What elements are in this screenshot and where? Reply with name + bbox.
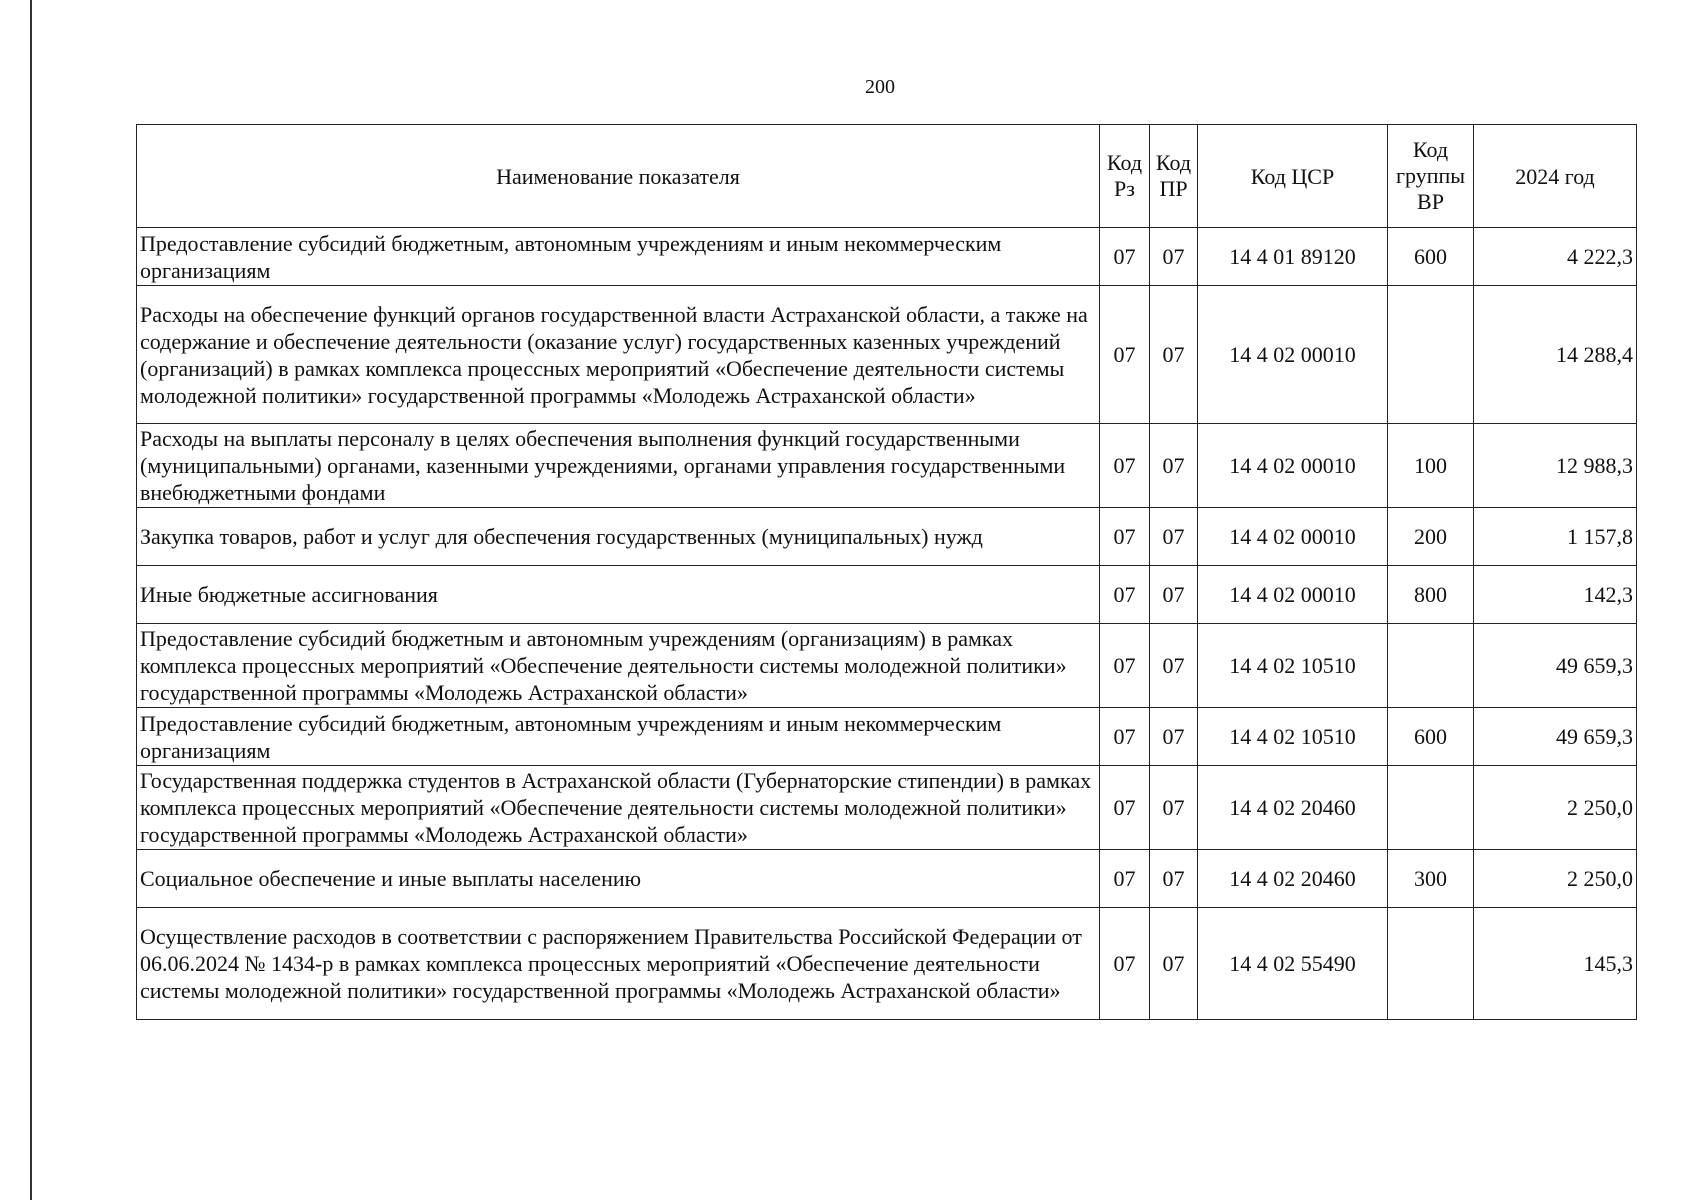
row-vr: 200: [1388, 508, 1474, 566]
row-rz: 07: [1100, 908, 1150, 1020]
row-rz: 07: [1100, 424, 1150, 508]
row-name: Государственная поддержка студентов в Астраханской области (Губернаторские стипендии) в рамках комплекса процессных мероприятий «Обеспечение деятельности системы молодежной политики» государственной программы «Молодежь Астраханской области»: [137, 766, 1100, 850]
row-amount: 142,3: [1474, 566, 1637, 624]
row-csr: 14 4 02 00010: [1198, 566, 1388, 624]
header-rz: Код Рз: [1100, 125, 1150, 228]
row-amount: 14 288,4: [1474, 286, 1637, 424]
row-vr: 600: [1388, 708, 1474, 766]
row-rz: 07: [1100, 228, 1150, 286]
row-amount: 49 659,3: [1474, 624, 1637, 708]
row-rz: 07: [1100, 850, 1150, 908]
row-pr: 07: [1150, 850, 1198, 908]
page-margin-line: [30, 0, 32, 1200]
row-name: Предоставление субсидий бюджетным, автономным учреждениям и иным некоммерческим организациям: [137, 228, 1100, 286]
row-name: Закупка товаров, работ и услуг для обеспечения государственных (муниципальных) нужд: [137, 508, 1100, 566]
row-csr: 14 4 02 00010: [1198, 424, 1388, 508]
row-pr: 07: [1150, 228, 1198, 286]
row-rz: 07: [1100, 624, 1150, 708]
row-rz: 07: [1100, 766, 1150, 850]
row-csr: 14 4 02 00010: [1198, 508, 1388, 566]
row-csr: 14 4 02 55490: [1198, 908, 1388, 1020]
row-name: Предоставление субсидий бюджетным, автономным учреждениям и иным некоммерческим организациям: [137, 708, 1100, 766]
row-amount: 145,3: [1474, 908, 1637, 1020]
table-row: [137, 708, 1637, 766]
table-row: [137, 908, 1637, 1020]
row-pr: 07: [1150, 624, 1198, 708]
header-vr: Код группы ВР: [1388, 125, 1474, 228]
row-rz: 07: [1100, 708, 1150, 766]
table-row: [137, 228, 1637, 286]
table-row: [137, 850, 1637, 908]
row-name: Расходы на выплаты персоналу в целях обеспечения выполнения функций государственными (муниципальными) органами, казенными учреждениями, органами управления государственными внебюджетными фондами: [137, 424, 1100, 508]
row-vr: [1388, 286, 1474, 424]
header-row: [137, 125, 1637, 228]
row-csr: 14 4 02 00010: [1198, 286, 1388, 424]
page-number: 200: [865, 76, 895, 98]
table-row: [137, 624, 1637, 708]
row-pr: 07: [1150, 766, 1198, 850]
header-pr: Код ПР: [1150, 125, 1198, 228]
row-vr: 300: [1388, 850, 1474, 908]
header-year: 2024 год: [1474, 125, 1637, 228]
row-csr: 14 4 02 10510: [1198, 624, 1388, 708]
row-name: Социальное обеспечение и иные выплаты населению: [137, 850, 1100, 908]
row-vr: 100: [1388, 424, 1474, 508]
row-csr: 14 4 02 20460: [1198, 850, 1388, 908]
row-rz: 07: [1100, 286, 1150, 424]
row-amount: 12 988,3: [1474, 424, 1637, 508]
row-amount: 2 250,0: [1474, 766, 1637, 850]
row-amount: 4 222,3: [1474, 228, 1637, 286]
table-row: [137, 566, 1637, 624]
row-vr: 800: [1388, 566, 1474, 624]
row-pr: 07: [1150, 566, 1198, 624]
row-pr: 07: [1150, 508, 1198, 566]
row-csr: 14 4 02 10510: [1198, 708, 1388, 766]
row-csr: 14 4 02 20460: [1198, 766, 1388, 850]
row-vr: [1388, 908, 1474, 1020]
budget-table: [136, 124, 1637, 1020]
row-vr: 600: [1388, 228, 1474, 286]
table-row: [137, 286, 1637, 424]
row-pr: 07: [1150, 708, 1198, 766]
row-rz: 07: [1100, 566, 1150, 624]
row-amount: 49 659,3: [1474, 708, 1637, 766]
row-csr: 14 4 01 89120: [1198, 228, 1388, 286]
table-row: [137, 766, 1637, 850]
table-body: [137, 228, 1637, 1020]
row-name: Предоставление субсидий бюджетным и автономным учреждениям (организациям) в рамках комплекса процессных мероприятий «Обеспечение деятельности системы молодежной политики» государственной программы «Молодежь Астраханской области»: [137, 624, 1100, 708]
row-name: Расходы на обеспечение функций органов государственной власти Астраханской области, а также на содержание и обеспечение деятельности (оказание услуг) государственных казенных учреждений (организаций) в рамках комплекса процессных мероприятий «Обеспечение деятельности системы молодежной политики» государственной программы «Молодежь Астраханской области»: [137, 286, 1100, 424]
row-name: Осуществление расходов в соответствии с распоряжением Правительства Российской Федерации от 06.06.2024 № 1434-р в рамках комплекса процессных мероприятий «Обеспечение деятельности системы молодежной политики» государственной программы «Молодежь Астраханской области»: [137, 908, 1100, 1020]
row-vr: [1388, 766, 1474, 850]
row-name: Иные бюджетные ассигнования: [137, 566, 1100, 624]
table-header: [137, 125, 1637, 228]
header-name: Наименование показателя: [137, 125, 1100, 228]
header-csr: Код ЦСР: [1198, 125, 1388, 228]
row-amount: 2 250,0: [1474, 850, 1637, 908]
row-pr: 07: [1150, 286, 1198, 424]
table-row: [137, 424, 1637, 508]
row-vr: [1388, 624, 1474, 708]
table-row: [137, 508, 1637, 566]
row-amount: 1 157,8: [1474, 508, 1637, 566]
row-rz: 07: [1100, 508, 1150, 566]
row-pr: 07: [1150, 908, 1198, 1020]
row-pr: 07: [1150, 424, 1198, 508]
